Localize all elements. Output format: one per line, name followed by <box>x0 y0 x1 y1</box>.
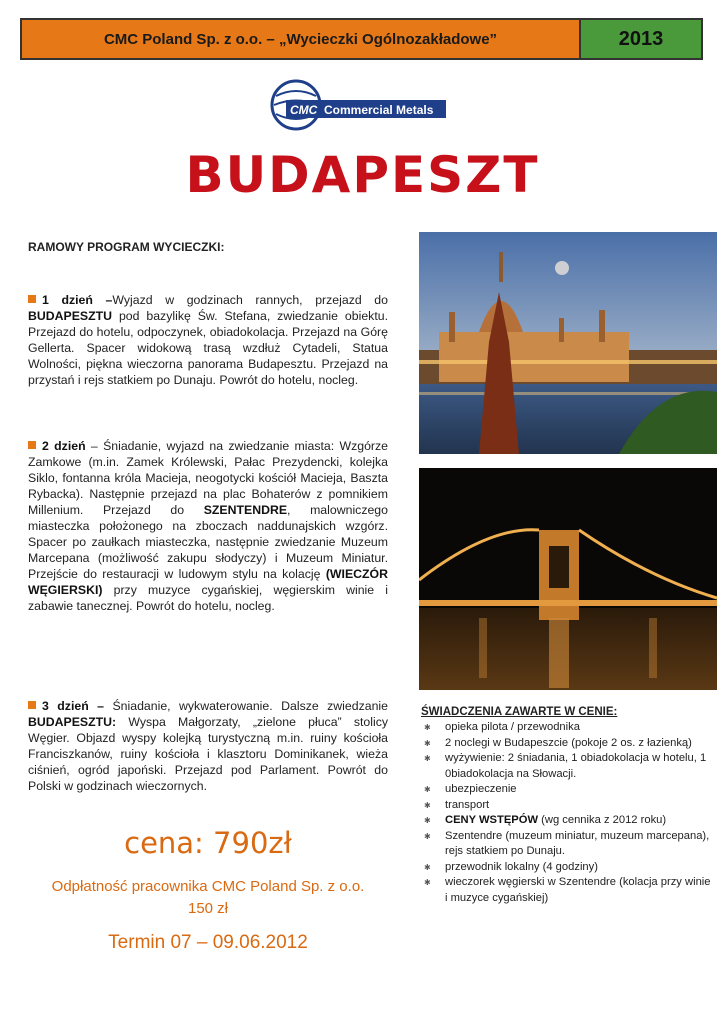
day-2-text-b: , malowniczego miasteczka położonego na zboczach naddunajskich wzgórz. Spacer po zaułkach miasteczka, następnie zwiedzanie Muzeum Marcepana (możliwość zakupu słodyczy) i Muzeum Miniatur. Przejście do restauracji w ludowym stylu na kolację <box>28 503 388 581</box>
day-1-label: 1 dzień – <box>42 293 113 307</box>
page-title: BUDAPESZT <box>185 146 540 204</box>
bullet-icon <box>28 441 36 449</box>
entry-bold: CENY WSTĘPÓW <box>445 814 539 826</box>
payment-line-1: Odpłatność pracownika CMC Poland Sp. z o.o. <box>51 878 365 895</box>
cmc-logo <box>270 76 446 134</box>
entry-rest: (wg cennika z 2012 roku) <box>538 814 667 826</box>
year-badge: 2013 <box>581 20 701 58</box>
day-2-bold-a: SZENTENDRE <box>203 503 288 517</box>
day-2-label: 2 dzień <box>42 439 86 453</box>
day-3-label: 3 dzień – <box>42 699 105 713</box>
day-1-section <box>28 292 388 388</box>
day-1-bold: BUDAPESZTU <box>28 309 113 323</box>
day-1-text-a: Wyjazd w godzinach rannych, przejazd do <box>112 293 388 307</box>
service-item: ✱ 2 noclegi w Budapeszcie (pokoje 2 os. z łazienką) <box>421 736 713 752</box>
day-3-text-a: Śniadanie, wykwaterowanie. Dalsze zwiedzanie <box>104 699 388 713</box>
chain-bridge-photo <box>419 468 717 690</box>
header-bar <box>20 18 703 60</box>
bullet-icon <box>28 701 36 709</box>
day-3-section <box>28 698 388 794</box>
services-list <box>421 720 713 906</box>
org-title: CMC Poland Sp. z o.o. – „Wycieczki Ogólnozakładowe” <box>22 20 581 58</box>
bullet-icon <box>28 295 36 303</box>
day-3-text-b: Wyspa Małgorzaty, „zielone płuca” stolicy Węgier. Objazd wyspy kolejką turystyczną m.in. ruiny kościoła Franciszkanów, ruiny kościoła i klasztoru Dominikanek, wieża ciśnień, ogród japoński. Przejazd pod Parlament. Powrót do Polski w godzinach wieczornych. <box>28 715 388 793</box>
day-2-text-c: przy muzyce cygańskiej, węgierskim winie i zabawie tanecznej. Powrót do hotelu, nocleg. <box>28 583 388 613</box>
day-2-text-a: – Śniadanie, wyjazd na zwiedzanie miasta: Wzgórze Zamkowe (m.in. Zamek Królewski, Pałac Prezydencki, kolejka Siklo, fontanna króla Macieja, neogotycki kościół Macieja, Baszta Rybacka). Następnie przejazd na plac Bohaterów z pomnikiem Millenium. Przejazd do <box>28 439 389 517</box>
service-item: ✱ wyżywienie: 2 śniadania, 1 obiadokolacja w hotelu, 1 0biadokolacja na Słowacji. <box>421 751 713 782</box>
service-item: ✱ wieczorek węgierski w Szentendre (kolacja przy winie i muzyce cygańskiej) <box>421 875 713 906</box>
service-item-entry <box>421 813 713 829</box>
day-1-text-b: pod bazylikę Św. Stefana, zwiedzanie obiektu. Przejazd do hotelu, odpoczynek, obiadokolacja. Przejazd na Górę Gellerta. Spacer widokową trasą wzdłuż Cytadeli, Statua Wolności, piękna wieczorna panorama Budapesztu. Przejazd na przystań i rejs statkiem po Dunaju. Powrót do hotelu, nocleg. <box>28 309 388 387</box>
parliament-photo <box>419 232 717 454</box>
service-item: ✱ opieka pilota / przewodnika <box>421 720 713 736</box>
service-item: ✱ przewodnik lokalny (4 godziny) <box>421 860 713 876</box>
service-item: ✱ ubezpieczenie <box>421 782 713 798</box>
logo-mark: CMC <box>290 103 318 117</box>
logo-text: Commercial Metals <box>324 103 434 117</box>
price-label: cena: 790zł <box>124 826 292 860</box>
payment-line-2: 150 zł <box>187 900 229 917</box>
employee-payment <box>28 876 388 920</box>
included-services <box>421 706 713 906</box>
day-3-bold: BUDAPESZTU: <box>28 715 117 729</box>
services-heading: ŚWIADCZENIA ZAWARTE W CENIE: <box>421 706 618 718</box>
trip-dates: Termin 07 – 09.06.2012 <box>108 932 308 953</box>
day-2-section <box>28 438 388 614</box>
service-item: ✱ transport <box>421 798 713 814</box>
service-item: ✱ Szentendre (muzeum miniatur, muzeum marcepana), rejs statkiem po Dunaju. <box>421 829 713 860</box>
day-2-bold-b: (WIECZÓR WĘGIERSKI) <box>28 567 388 597</box>
program-heading: RAMOWY PROGRAM WYCIECZKI: <box>28 240 225 254</box>
